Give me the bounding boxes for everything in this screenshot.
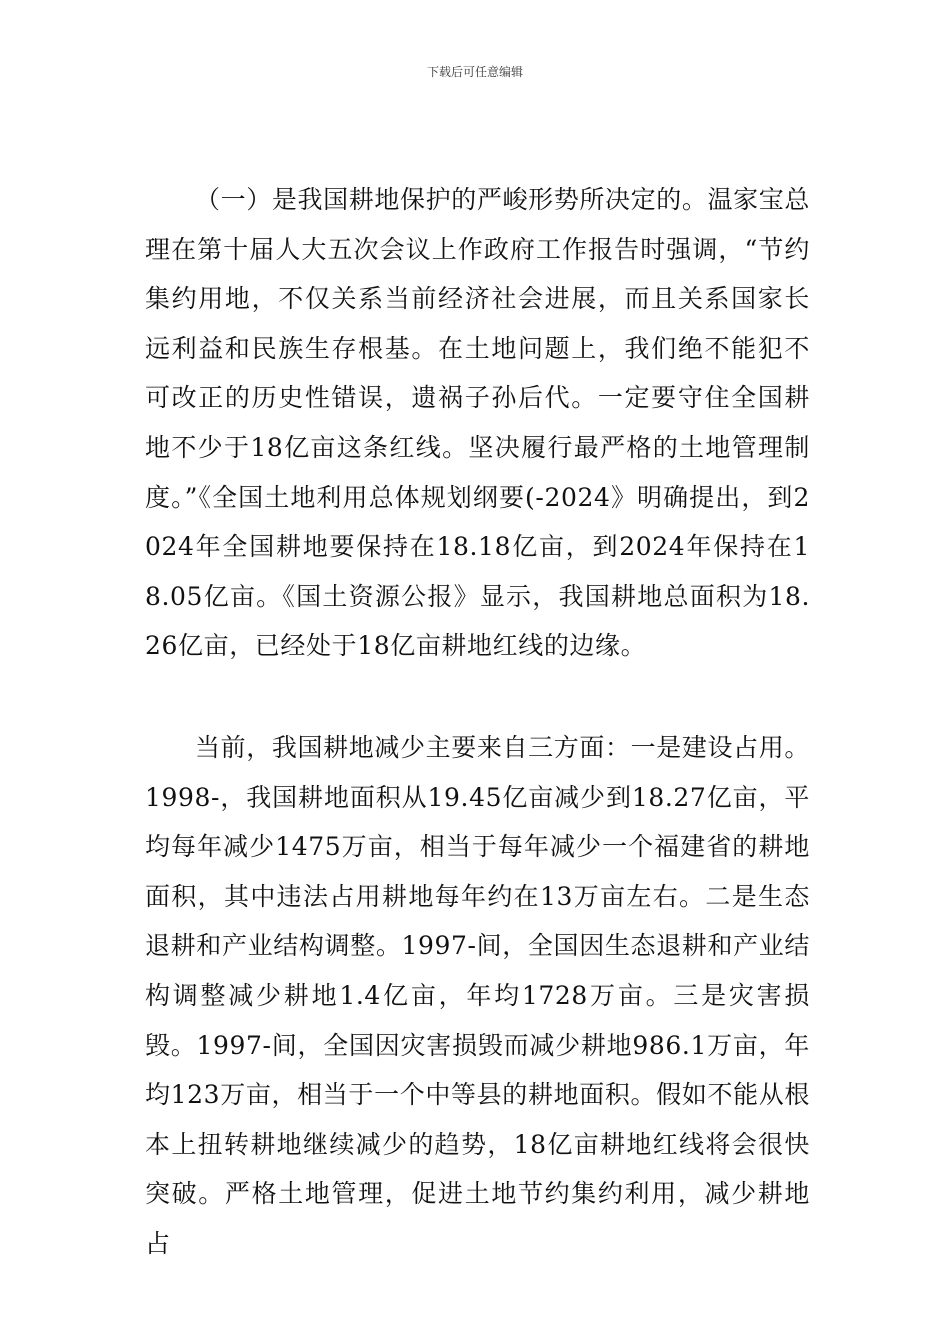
page-header: 下载后可任意编辑: [426, 65, 523, 79]
paragraph: （一）是我国耕地保护的严峻形势所决定的。温家宝总理在第十届人大五次会议上作政府工作报告时强调，“节约集约用地，不仅关系当前经济社会进展，而且关系国家长远利益和民族生存根基。在土地问题上，我们绝不能犯不可改正的历史性错误，遗祸子孙后代。一定要守住全国耕地不少于18亿亩这条红线。坚决履行最严格的土地管理制度。”《全国土地利用总体规划纲要(-2024》明确提出，到2024年全国耕地要保持在18.18亿亩，到2024年保持在18.05亿亩。《国土资源公报》显示，我国耕地总面积为18.26亿亩，已经处于18亿亩耕地红线的边缘。: [145, 185, 810, 661]
paragraph: 当前，我国耕地减少主要来自三方面：一是建设占用。1998-，我国耕地面积从19.45亿亩减少到18.27亿亩，平均每年减少1475万亩，相当于每年减少一个福建省的耕地面积，其中违法占用耕地每年约在13万亩左右。二是生态退耕和产业结构调整。1997-间，全国因生态退耕和产业结构调整减少耕地1.4亿亩，年均1728万亩。三是灾害损毁。1997-间，全国因灾害损毁而减少耕地986.1万亩，年均123万亩，相当于一个中等县的耕地面积。假如不能从根本上扭转耕地继续减少的趋势，18亿亩耕地红线将会很快突破。严格土地管理，促进土地节约集约利用，减少耕地占: [145, 733, 810, 1258]
